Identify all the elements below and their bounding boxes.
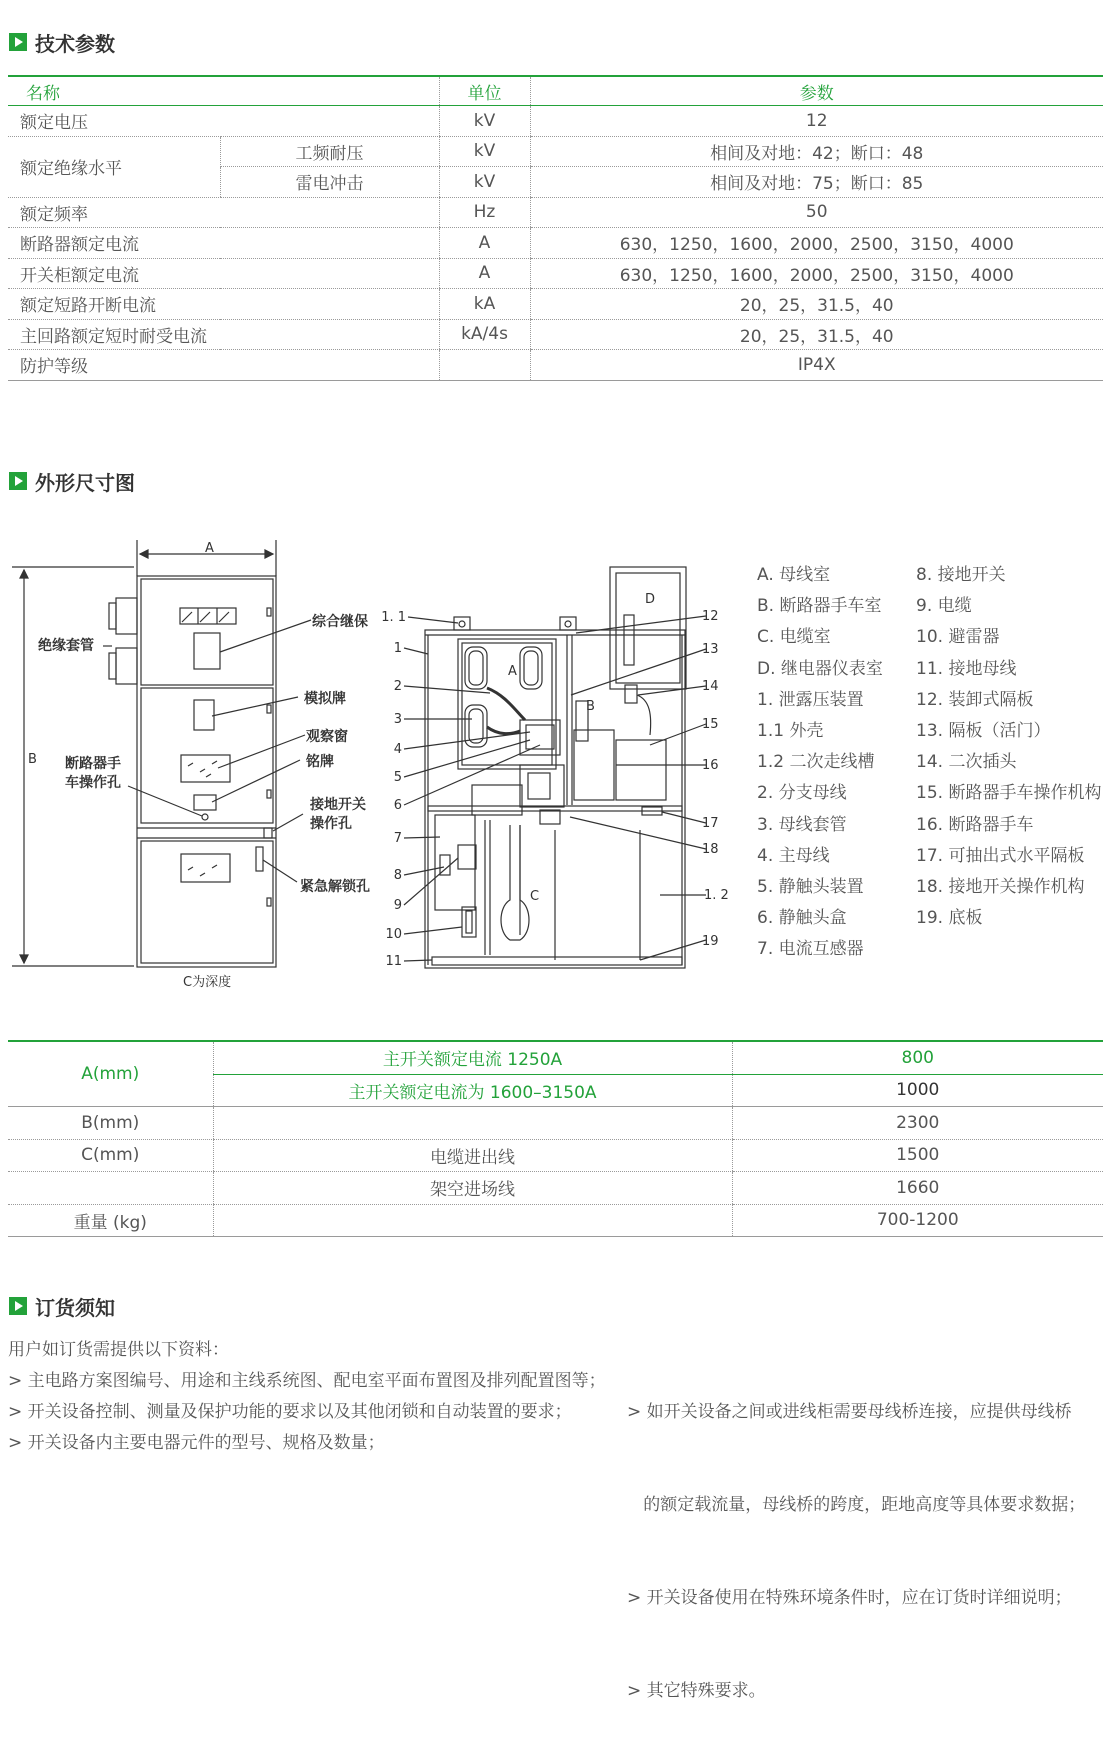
cell-unit: Hz bbox=[439, 197, 530, 228]
legend-item: 5. 静触头装置 bbox=[757, 877, 864, 898]
cell-value: 800 bbox=[732, 1041, 1103, 1074]
legend-item: 15. 断路器手车操作机构 bbox=[916, 783, 1102, 804]
cell-name: 额定短路开断电流 bbox=[8, 289, 439, 320]
order-notes-right bbox=[627, 1335, 1085, 1738]
legend-item: 4. 主母线 bbox=[757, 845, 830, 866]
label-earth-hole-1: 接地开关 bbox=[310, 797, 366, 813]
cell-value: 相间及对地：42；断口：48 bbox=[530, 136, 1103, 167]
order-line: 用户如订货需提供以下资料： bbox=[8, 1340, 229, 1360]
callout-number: 14 bbox=[702, 679, 719, 694]
compartment-d: D bbox=[645, 592, 656, 607]
legend-item: 9. 电缆 bbox=[916, 596, 972, 617]
cell-cond: 主开关额定电流为 1600–3150A bbox=[213, 1074, 732, 1107]
legend-item: 2. 分支母线 bbox=[757, 783, 847, 804]
callout-number: 12 bbox=[702, 609, 719, 624]
callout-number: 11 bbox=[385, 954, 402, 969]
cell-value: 630，1250，1600，2000，2500，3150，4000 bbox=[530, 258, 1103, 289]
order-line: > 开关设备内主要电器元件的型号、规格及数量； bbox=[8, 1433, 385, 1453]
callout-number: 16 bbox=[702, 758, 719, 773]
callout-number: 8 bbox=[393, 868, 402, 883]
table-row bbox=[8, 1041, 1103, 1074]
callout-number: 13 bbox=[702, 642, 719, 657]
legend-item: 14. 二次插头 bbox=[916, 752, 1017, 773]
section-title-text: 外形尺寸图 bbox=[35, 470, 135, 495]
table-row bbox=[8, 1107, 1103, 1140]
cell-unit: A bbox=[439, 228, 530, 259]
cell-name: 额定绝缘水平 bbox=[8, 136, 220, 197]
cell-b-label: B(mm) bbox=[8, 1107, 213, 1140]
cell-value: 1660 bbox=[732, 1172, 1103, 1205]
legend-item: 1.1 外壳 bbox=[757, 721, 824, 742]
legend-item: 7. 电流互感器 bbox=[757, 939, 864, 960]
cell-value: 20，25，31.5，40 bbox=[530, 289, 1103, 320]
label-emergency-unlock: 紧急解锁孔 bbox=[300, 879, 370, 895]
table-row bbox=[8, 350, 1103, 381]
order-notes-left bbox=[8, 1335, 606, 1459]
front-view-drawing bbox=[0, 530, 400, 1000]
legend-item: 19. 底板 bbox=[916, 908, 983, 929]
cell-unit: kV bbox=[439, 136, 530, 167]
callout-number: 9 bbox=[393, 898, 402, 913]
table-row bbox=[8, 289, 1103, 320]
label-relay-protection: 综合继保 bbox=[312, 614, 368, 630]
cell-name: 断路器额定电流 bbox=[8, 228, 439, 259]
section-title-tech bbox=[9, 30, 115, 54]
play-arrow-icon bbox=[9, 472, 27, 490]
table-header-row bbox=[8, 76, 1103, 106]
cell-name: 防护等级 bbox=[8, 350, 439, 381]
legend-item: 6. 静触头盒 bbox=[757, 908, 847, 929]
cell-value: 630，1250，1600，2000，2500，3150，4000 bbox=[530, 228, 1103, 259]
header-name: 名称 bbox=[8, 76, 439, 106]
legend-item: 8. 接地开关 bbox=[916, 565, 1006, 585]
legend-item: 12. 装卸式隔板 bbox=[916, 689, 1034, 710]
label-earth-hole-2: 操作孔 bbox=[310, 816, 352, 832]
cell-name: 额定电压 bbox=[8, 106, 439, 137]
header-value: 参数 bbox=[530, 76, 1103, 106]
callout-number: 1 bbox=[393, 641, 402, 656]
callout-number: 2 bbox=[393, 679, 402, 694]
cell-name: 开关柜额定电流 bbox=[8, 258, 439, 289]
play-arrow-icon bbox=[9, 33, 27, 51]
table-row bbox=[8, 1172, 1103, 1205]
legend-item: C. 电缆室 bbox=[757, 627, 831, 648]
label-nameplate: 铭牌 bbox=[306, 754, 334, 770]
compartment-b: B bbox=[586, 699, 595, 714]
section-title-text: 技术参数 bbox=[35, 31, 115, 56]
callout-number: 7 bbox=[393, 831, 402, 846]
cell-value: 20，25，31.5，40 bbox=[530, 319, 1103, 350]
dim-a-label: A bbox=[205, 541, 214, 556]
compartment-c: C bbox=[530, 889, 540, 904]
cell-sub: 雷电冲击 bbox=[220, 167, 439, 198]
cell-unit: A bbox=[439, 258, 530, 289]
dimension-table bbox=[8, 1040, 1103, 1237]
order-line: > 如开关设备之间或进线柜需要母线桥连接，应提供母线桥 bbox=[627, 1402, 1072, 1422]
order-line: > 开关设备使用在特殊环境条件时，应在订货时详细说明； bbox=[627, 1588, 1072, 1608]
cell-sub: 工频耐压 bbox=[220, 136, 439, 167]
order-line: > 开关设备控制、测量及保护功能的要求以及其他闭锁和自动装置的要求； bbox=[8, 1402, 572, 1422]
legend-item: 3. 母线套管 bbox=[757, 814, 847, 835]
legend-item: 18. 接地开关操作机构 bbox=[916, 877, 1085, 898]
cell-value: 1500 bbox=[732, 1139, 1103, 1172]
order-line: > 主电路方案图编号、用途和主线系统图、配电室平面布置图及排列配置图等； bbox=[8, 1371, 606, 1391]
legend-item: D. 继电器仪表室 bbox=[757, 658, 883, 679]
label-insulating-bushing: 绝缘套管 bbox=[38, 638, 94, 654]
cell-cond: 主开关额定电流 1250A bbox=[213, 1041, 732, 1074]
legend-item: B. 断路器手车室 bbox=[757, 596, 882, 617]
callout-number: 5 bbox=[393, 770, 402, 785]
legend-item: 13. 隔板（活门） bbox=[916, 721, 1051, 742]
cell-unit: kA/4s bbox=[439, 319, 530, 350]
callout-number: 1. 2 bbox=[704, 888, 729, 903]
cell-unit: kV bbox=[439, 106, 530, 137]
legend-item: 17. 可抽出式水平隔板 bbox=[916, 845, 1085, 866]
cell-unit: kV bbox=[439, 167, 530, 198]
label-breaker-hole-2: 车操作孔 bbox=[65, 775, 121, 791]
cell-value: 1000 bbox=[732, 1074, 1103, 1107]
cell-weight-label: 重量 (kg) bbox=[8, 1204, 213, 1237]
cell-empty bbox=[8, 1172, 213, 1205]
cell-c-label: C(mm) bbox=[8, 1139, 213, 1172]
table-row bbox=[8, 258, 1103, 289]
table-row bbox=[8, 319, 1103, 350]
callout-number: 4 bbox=[393, 742, 402, 757]
spec-table bbox=[8, 75, 1103, 381]
cell-unit bbox=[439, 350, 530, 381]
callout-number: 10 bbox=[385, 927, 402, 942]
cell-cond: 电缆进出线 bbox=[213, 1139, 732, 1172]
cell-value: 12 bbox=[530, 106, 1103, 137]
table-row bbox=[8, 136, 1103, 167]
table-row bbox=[8, 197, 1103, 228]
cell-a-label: A(mm) bbox=[8, 1041, 213, 1107]
callout-number: 18 bbox=[702, 842, 719, 857]
legend-item: 1. 泄露压装置 bbox=[757, 689, 864, 710]
legend-item: 1.2 二次走线槽 bbox=[757, 752, 875, 773]
section-title-text: 订货须知 bbox=[35, 1295, 115, 1320]
cell-cond: 架空进场线 bbox=[213, 1172, 732, 1205]
cell-value: 700-1200 bbox=[732, 1204, 1103, 1237]
legend-item: 16. 断路器手车 bbox=[916, 814, 1034, 835]
cell-value: 2300 bbox=[732, 1107, 1103, 1140]
legend-item: 10. 避雷器 bbox=[916, 627, 1000, 648]
section-title-dims bbox=[9, 469, 135, 493]
side-section-drawing bbox=[380, 555, 740, 975]
dim-b-label: B bbox=[28, 752, 37, 767]
cell-value: IP4X bbox=[530, 350, 1103, 381]
cell-unit: kA bbox=[439, 289, 530, 320]
label-viewing-window: 观察窗 bbox=[306, 729, 348, 745]
compartment-a: A bbox=[508, 664, 517, 679]
depth-note: C为深度 bbox=[183, 975, 232, 990]
cell-empty bbox=[213, 1107, 732, 1140]
legend-item: 11. 接地母线 bbox=[916, 658, 1017, 679]
label-mimic-panel: 模拟牌 bbox=[304, 691, 346, 707]
callout-number: 6 bbox=[393, 798, 402, 813]
cell-value: 50 bbox=[530, 197, 1103, 228]
label-breaker-hole-1: 断路器手 bbox=[65, 756, 121, 772]
table-row bbox=[8, 228, 1103, 259]
cell-empty bbox=[213, 1204, 732, 1237]
play-arrow-icon bbox=[9, 1297, 27, 1315]
order-line: > 其它特殊要求。 bbox=[627, 1681, 766, 1701]
callout-number: 3 bbox=[393, 712, 402, 727]
section-title-order bbox=[9, 1294, 115, 1318]
cell-name: 额定频率 bbox=[8, 197, 439, 228]
callout-number: 1. 1 bbox=[381, 610, 406, 625]
table-row bbox=[8, 106, 1103, 137]
callout-number: 15 bbox=[702, 717, 719, 732]
table-row bbox=[8, 1139, 1103, 1172]
callout-number: 19 bbox=[702, 934, 719, 949]
legend-column-2 bbox=[916, 560, 1101, 934]
legend-item: A. 母线室 bbox=[757, 565, 831, 585]
header-unit: 单位 bbox=[439, 76, 530, 106]
cell-name: 主回路额定短时耐受电流 bbox=[8, 319, 439, 350]
legend-column-1 bbox=[757, 560, 883, 966]
order-line: 的额定载流量，母线桥的跨度，距地高度等具体要求数据； bbox=[627, 1495, 1086, 1515]
cell-value: 相间及对地：75；断口：85 bbox=[530, 167, 1103, 198]
callout-number: 17 bbox=[702, 816, 719, 831]
table-row bbox=[8, 1204, 1103, 1237]
